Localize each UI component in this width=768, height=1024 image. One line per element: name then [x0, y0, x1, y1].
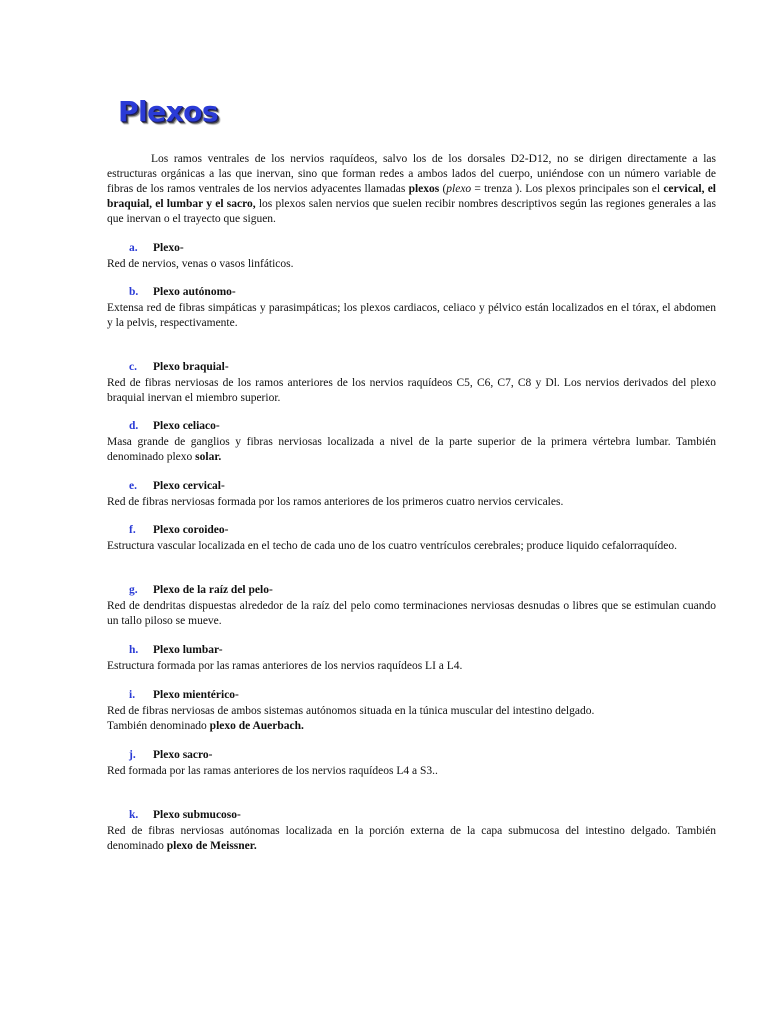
entry-term: Plexo coroideo- [153, 524, 229, 536]
entry-letter: b. [129, 286, 139, 298]
entry-letter: g. [129, 584, 138, 596]
intro-text-1: Los ramos ventrales de los nervios raquídeos, salvo los de los dorsales D2-D12, no se dirigen directamente a las estructuras orgánicas a las que inervan, sino que forman redes a ambos lados del cuerpo, uniéndose con un número variable de fibras de los ramos ventrales de los nervios adyacentes llamadas [107, 153, 716, 195]
entry-term: Plexo- [153, 242, 184, 254]
entry-letter: d. [129, 420, 139, 432]
entry-heading [107, 523, 716, 538]
entry-description: Estructura formada por las ramas anteriores de los nervios raquídeos LI a L4. [107, 660, 463, 672]
entry-heading [107, 479, 716, 494]
entry-plexo-raiz-pelo [107, 583, 716, 629]
entry-letter: h. [129, 644, 139, 656]
entry-term: Plexo celiaco- [153, 420, 220, 432]
entry-description: Red formada por las ramas anteriores de los nervios raquídeos L4 a S3.. [107, 765, 438, 777]
entry-letter: c. [129, 361, 137, 373]
entry-heading [107, 688, 716, 703]
intro-italic-plexo: plexo [446, 183, 472, 195]
entry-heading [107, 360, 716, 375]
entry-letter: a. [129, 242, 138, 254]
entry-description-text: También denominado [107, 720, 210, 732]
entry-description-text: Masa grande de ganglios y fibras nerviosas localizada a nivel de la parte superior de la primera vértebra lumbar. También denominado plexo [107, 436, 716, 463]
entry-plexo-coroideo [107, 523, 716, 554]
entry-term: Plexo lumbar- [153, 644, 223, 656]
entry-description [107, 435, 716, 465]
entry-description: Red de fibras nerviosas de ambos sistemas autónomos situada en la túnica muscular del intestino delgado. [107, 705, 595, 717]
entry-term: Plexo braquial- [153, 361, 229, 373]
entry-term: Plexo mientérico- [153, 689, 239, 701]
entry-description-text: Red de fibras nerviosas autónomas localizada en la porción externa de la capa submucosa del intestino delgado. También denominado [107, 825, 716, 852]
entry-plexo-lumbar [107, 643, 716, 674]
entry-bold-term: solar. [195, 451, 222, 463]
entry-description: Red de dendritas dispuestas alrededor de la raíz del pelo como terminaciones nerviosas desnudas o libres que se estimulan cuando un tallo piloso se mueve. [107, 600, 716, 627]
entry-plexo-submucoso [107, 808, 716, 854]
entry-description: Red de fibras nerviosas formada por los ramos anteriores de los primeros cuatro nervios cervicales. [107, 496, 564, 508]
entry-description: Estructura vascular localizada en el techo de cada uno de los cuatro ventrículos cerebrales; produce liquido cefalorraquídeo. [107, 540, 677, 552]
entry-letter: f. [129, 524, 136, 536]
entry-letter: k. [129, 809, 139, 821]
entry-plexo-celiaco [107, 419, 716, 465]
entry-heading [107, 643, 716, 658]
entry-plexo-mienterico [107, 688, 716, 734]
entry-term: Plexo cervical- [153, 480, 225, 492]
entry-letter: e. [129, 480, 137, 492]
entry-term: Plexo sacro- [153, 749, 213, 761]
intro-text-4: los plexos salen nervios que suelen recibir nombres descriptivos según las regiones generales a las que inervan o el trayecto que siguen. [107, 198, 716, 225]
entry-bold-term: plexo de Auerbach. [209, 720, 304, 732]
entry-term: Plexo autónomo- [153, 286, 236, 298]
intro-bold-main-plexos: cervical, el braquial, el lumbar y el sacro, [107, 183, 716, 210]
entry-term: Plexo submucoso- [153, 809, 241, 821]
page-title: Plexos [118, 95, 219, 128]
entry-letter: j. [129, 749, 136, 761]
intro-bold-plexos: plexos [408, 183, 440, 195]
entry-heading [107, 419, 716, 434]
entry-description: Red de nervios, venas o vasos linfáticos. [107, 258, 294, 270]
entry-heading [107, 808, 716, 823]
entry-plexo [107, 241, 716, 272]
entry-term: Plexo de la raíz del pelo- [153, 584, 273, 596]
entry-plexo-sacro [107, 748, 716, 779]
entry-heading [107, 285, 716, 300]
entry-bold-term: plexo de Meissner. [166, 840, 257, 852]
entry-description: Red de fibras nerviosas de los ramos anteriores de los nervios raquídeos C5, C6, C7, C8 y Dl. Los nervios derivados del plexo braquial inervan el miembro superior. [107, 377, 716, 404]
entry-plexo-autonomo [107, 285, 716, 331]
entry-plexo-braquial [107, 360, 716, 406]
entry-description-line-2 [107, 719, 716, 734]
entry-letter: i. [129, 689, 136, 701]
entry-description: Extensa red de fibras simpáticas y parasimpáticas; los plexos cardiacos, celiaco y pélvico están localizados en el tórax, el abdomen y la pelvis, respectivamente. [107, 302, 716, 329]
intro-paragraph [107, 152, 716, 227]
intro-text-3: = trenza ). Los plexos principales son el [471, 183, 664, 195]
entry-heading [107, 241, 716, 256]
entry-plexo-cervical [107, 479, 716, 510]
intro-text-2: ( [439, 183, 447, 195]
entry-heading [107, 748, 716, 763]
entry-description [107, 824, 716, 854]
entry-heading [107, 583, 716, 598]
